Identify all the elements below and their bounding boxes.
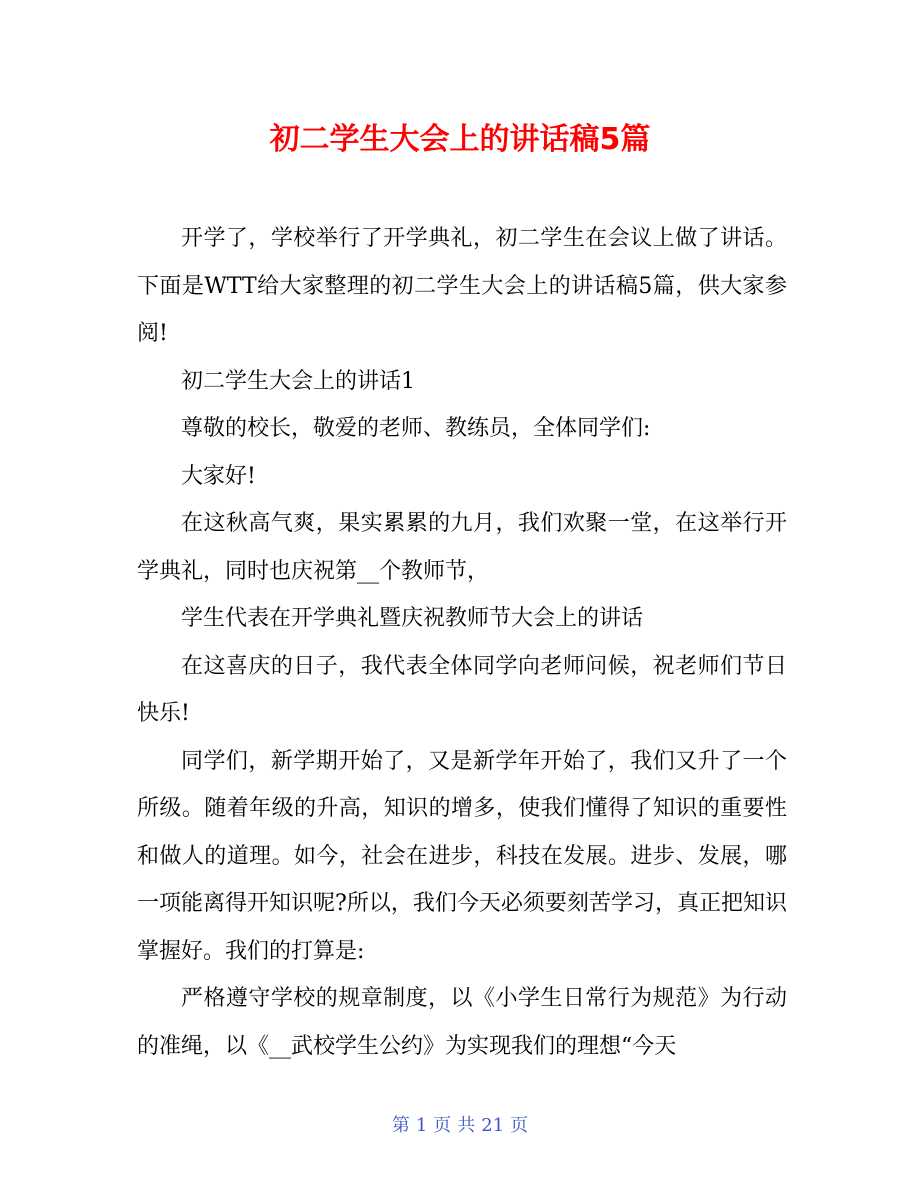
paragraph-salutation: 尊敬的校长，敬爱的老师、教练员，全体同学们:: [181, 416, 651, 441]
footer-suffix: 页: [510, 1115, 529, 1136]
footer-page-word: 页: [433, 1115, 452, 1136]
paragraph-greeting: 大家好!: [181, 463, 256, 489]
page-number-footer: [0, 1113, 920, 1139]
paragraph-wishes: 在这喜庆的日子，我代表全体同学向老师问候，祝老师们节日快乐!: [137, 653, 787, 726]
footer-current-page: 1: [415, 1115, 428, 1136]
paragraph-intro: 开学了，学校举行了开学典礼，初二学生在会议上做了讲话。下面是WTT给大家整理的初二学生大会上的讲话稿5篇，供大家参阅!: [137, 226, 787, 346]
paragraph-rules: 严格遵守学校的规章制度，以《小学生日常行为规范》为行动的准绳，以《__武校学生公约》为实现我们的理想“今天: [137, 986, 787, 1059]
paragraph-new-semester: 同学们，新学期开始了，又是新学年开始了，我们又升了一个所级。随着年级的升高，知识的增多，使我们懂得了知识的重要性和做人的道理。如今，社会在进步，科技在发展。进步、发展，哪一项能离得开知识呢?所以，我们今天必须要刻苦学习，真正把知识掌握好。我们的打算是:: [137, 748, 787, 964]
footer-total-pages: 21: [481, 1115, 505, 1136]
paragraph-section-heading: 初二学生大会上的讲话1: [181, 368, 415, 394]
document-body: [137, 215, 787, 1070]
paragraph-opening: 在这秋高气爽，果实累累的九月，我们欢聚一堂，在这举行开学典礼，同时也庆祝第__个教师节，: [137, 511, 787, 584]
footer-prefix: 第: [391, 1115, 410, 1136]
paragraph-subtitle: 学生代表在开学典礼暨庆祝教师节大会上的讲话: [181, 606, 644, 631]
footer-total-word: 共: [457, 1115, 476, 1136]
document-title: 初二学生大会上的讲话稿5篇: [269, 122, 651, 157]
